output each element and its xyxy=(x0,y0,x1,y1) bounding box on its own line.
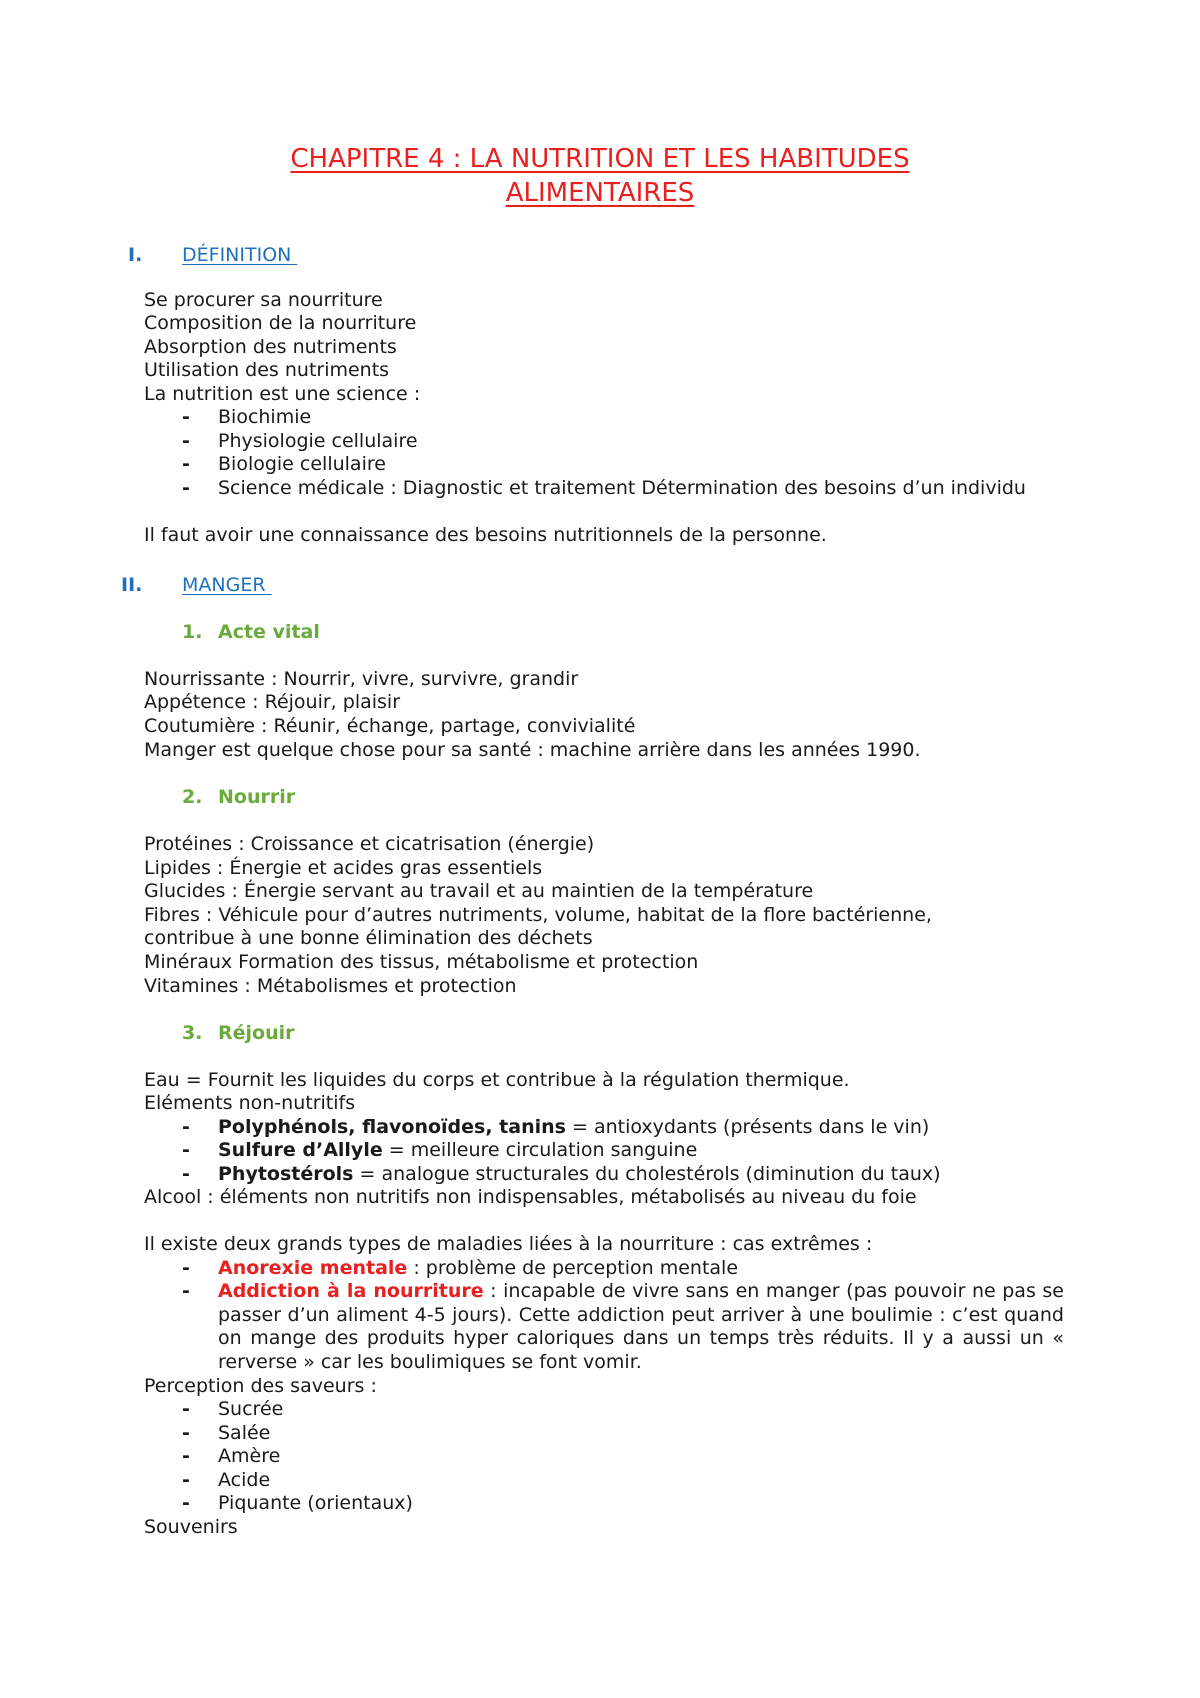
paragraph-line: contribue à une bonne élimination des déchets xyxy=(144,927,593,949)
bullet-dash: - xyxy=(182,1139,190,1161)
paragraph-line: Lipides : Énergie et acides gras essentiels xyxy=(144,857,543,879)
paragraph-line: Coutumière : Réunir, échange, partage, convivialité xyxy=(144,715,636,737)
chapter-title-line-2: ALIMENTAIRES xyxy=(505,178,695,208)
section-label: MANGER xyxy=(182,574,272,596)
paragraph-line: Protéines : Croissance et cicatrisation (énergie) xyxy=(144,833,595,855)
paragraph-line: Souvenirs xyxy=(144,1516,238,1538)
bullet-dash: - xyxy=(182,430,190,452)
paragraph-line: Composition de la nourriture xyxy=(144,312,417,334)
section-number: II. xyxy=(121,574,143,596)
document-page: CHAPITRE 4 : LA NUTRITION ET LES HABITUDES ALIMENTAIRES I. DÉFINITION Se procurer sa nourriture Composition de la nourriture Absorption des nutriments Utilisation des nutriments La nutrition est une science : - Biochimie - Physiologie cellulaire - Biologie cellulaire - Science médicale : Diagnostic et traitement Détermination des besoins d’un individu Il faut avoir une connaissance des besoins nutritionnels de la personne. II. MANGER 1. Acte vital Nourrissante : Nourrir, vivre, survivre, grandir Appétence : Réjouir, plaisir Coutumière : Réunir, échange, partage, convivialité Manger est quelque chose pour sa santé : machine arrière dans les années 1990. 2. Nourrir Protéines : Croissance et cicatrisation (énergie) Lipides : Énergie et acides gras essentiels Glucides : Énergie servant au travail et au maintien de la température Fibres : Véhicule pour d’autres nutriments, volume, habitat de la flore bactérienne, contribue à une bonne élimination des déchets Minéraux Formation des tissus, métabolisme et protection Vitamines : Métabolismes et protection 3. Réjouir Eau = Fournit les liquides du corps et contribue à la régulation thermique. Eléments non-nutritifs - Polyphénols, flavonoïdes, tanins = antioxydants (présents dans le vin) - Sulfure d’Allyle = meilleure circulation sanguine - Phytostérols = analogue structurales du cholestérols (diminution du taux) Alcool : éléments non nutritifs non indispensables, métabolisés au niveau du foie Il existe deux grands types de maladies liées à la nourriture : cas extrêmes : - Anorexie mentale : problème de perception mentale - Addiction à la nourriture : incapable de vivre sans en manger (pas pouvoir ne pas se passer d’un aliment 4-5 jours). Cette addiction peut arriver à une boulimie : c’est quand on mange des produits hyper caloriques dans un temps très réduits. Il y a aussi un « rerverse » car les boulimiques se font vomir. Perception des saveurs : - Sucrée - Salée - Amère - Acide - Piquante (orientaux) Souvenirs xyxy=(121,144,1064,1538)
paragraph-line: Vitamines : Métabolismes et protection xyxy=(144,975,517,997)
paragraph-line: Absorption des nutriments xyxy=(144,336,397,358)
paragraph-line: Alcool : éléments non nutritifs non indispensables, métabolisés au niveau du foie xyxy=(144,1186,917,1208)
paragraph-line: Appétence : Réjouir, plaisir xyxy=(144,691,401,713)
paragraph-line: Minéraux Formation des tissus, métabolisme et protection xyxy=(144,951,699,973)
paragraph-line: Il faut avoir une connaissance des besoins nutritionnels de la personne. xyxy=(144,524,827,546)
bullet-dash: - xyxy=(182,1116,190,1138)
paragraph-line: Glucides : Énergie servant au travail et au maintien de la température xyxy=(144,880,814,902)
bullet-dash: - xyxy=(182,1257,190,1279)
bullet-dash: - xyxy=(182,1422,190,1444)
paragraph-line: La nutrition est une science : xyxy=(144,383,421,405)
paragraph-line: Utilisation des nutriments xyxy=(144,359,390,381)
bullet-dash: - xyxy=(182,406,190,428)
bullet-dash: - xyxy=(182,1280,190,1302)
paragraph-line: Il existe deux grands types de maladies liées à la nourriture : cas extrêmes : xyxy=(144,1233,873,1255)
paragraph-line: Fibres : Véhicule pour d’autres nutriments, volume, habitat de la flore bactérienne, xyxy=(144,904,932,926)
paragraph-line: Manger est quelque chose pour sa santé : machine arrière dans les années 1990. xyxy=(144,739,921,761)
bullet-dash: - xyxy=(182,1469,190,1491)
bullet-dash: - xyxy=(182,1445,190,1467)
section-number: I. xyxy=(128,244,143,266)
paragraph-line: Eau = Fournit les liquides du corps et contribue à la régulation thermique. xyxy=(144,1069,850,1091)
bullet-dash: - xyxy=(182,1492,190,1514)
paragraph-line: Nourrissante : Nourrir, vivre, survivre, grandir xyxy=(144,668,579,690)
paragraph-line: Perception des saveurs : xyxy=(144,1375,377,1397)
paragraph-line: Eléments non-nutritifs xyxy=(144,1092,356,1114)
section-label: DÉFINITION xyxy=(182,244,298,266)
bullet-dash: - xyxy=(182,477,190,499)
bullet-dash: - xyxy=(182,1163,190,1185)
bullet-dash: - xyxy=(182,453,190,475)
paragraph-line: Se procurer sa nourriture xyxy=(144,289,383,311)
bullet-dash: - xyxy=(182,1398,190,1420)
chapter-title-line-1: CHAPITRE 4 : LA NUTRITION ET LES HABITUDES xyxy=(290,144,910,174)
